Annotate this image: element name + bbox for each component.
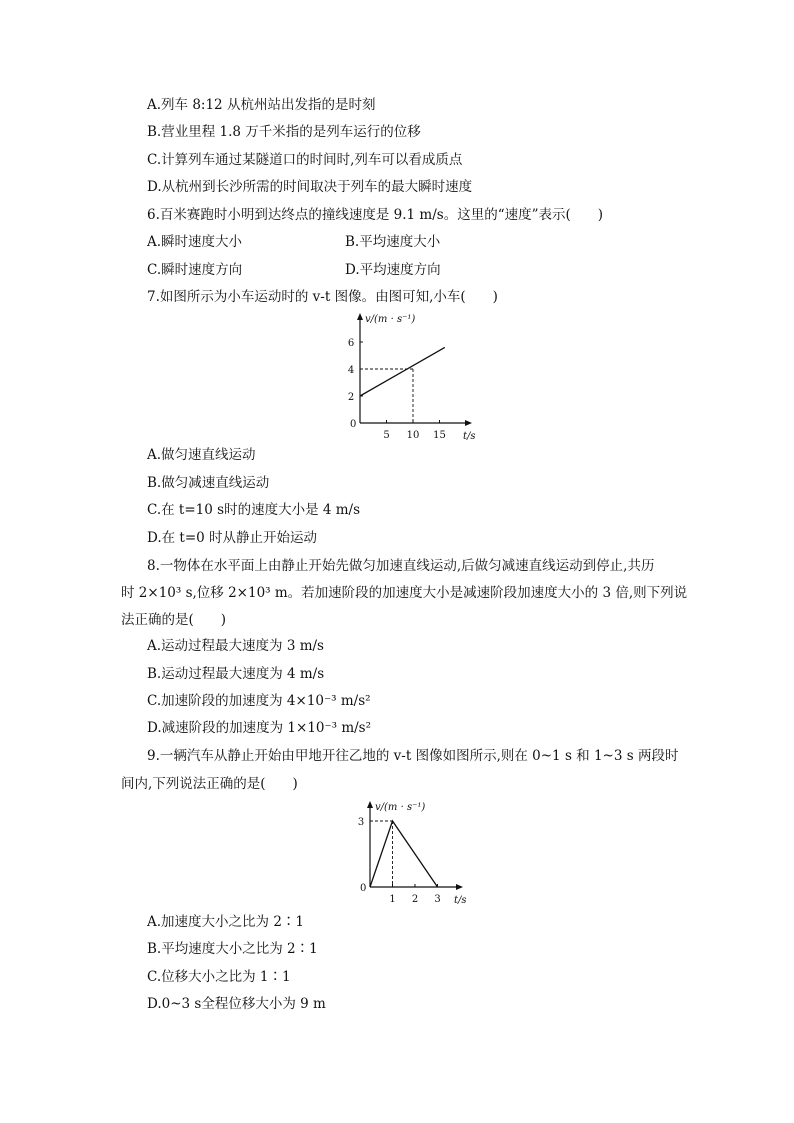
q6-stem: 6.百米赛跑时小明到达终点的撞线速度是 9.1 m/s。这里的“速度”表示( ) [147, 207, 604, 223]
y-axis-label: v/(m · s⁻¹) [365, 314, 416, 325]
q9-stem-line-1: 9.一辆汽车从静止开始由甲地开往乙地的 v-t 图像如图所示,则在 0~1 s 和 1~3 s 两段时 [147, 748, 679, 764]
y-tick-label: 6 [347, 338, 355, 349]
q9-option-c: C.位移大小之比为 1∶1 [147, 969, 291, 985]
q5-option-c: C.计算列车通过某隧道口的时间时,列车可以看成质点 [147, 152, 463, 168]
x-axis-label: t/s [454, 895, 467, 906]
x-tick-label: 3 [434, 894, 441, 905]
q9-stem-line-2: 间内,下列说法正确的是( ) [121, 776, 298, 792]
q8-option-c: C.加速阶段的加速度为 4×10⁻³ m/s² [147, 693, 371, 709]
q7-option-c: C.在 t=10 s时的速度大小是 4 m/s [147, 502, 361, 518]
q8-stem-line-2: 时 2×10³ s,位移 2×10³ m。若加速阶段的加速度大小是减速阶段加速度大小的 3 倍,则下列说 [121, 585, 688, 601]
q6-option-d: D.平均速度方向 [345, 262, 441, 278]
q7-vt-chart [335, 308, 485, 440]
series-line [370, 821, 438, 887]
q8-option-d: D.减速阶段的加速度为 1×10⁻³ m/s² [147, 720, 372, 736]
q9-vt-chart [350, 794, 475, 908]
q8-option-b: B.运动过程最大速度为 4 m/s [147, 666, 325, 682]
q5-option-b: B.营业里程 1.8 万千米指的是列车运行的位移 [147, 124, 421, 140]
x-tick-label: 10 [406, 430, 420, 440]
q7-option-d: D.在 t=0 时从静止开始运动 [147, 530, 318, 546]
y-axis-arrow [367, 801, 373, 808]
origin-label: 0 [350, 419, 357, 430]
x-axis-arrow [456, 884, 463, 890]
y-axis-label: v/(m · s⁻¹) [375, 802, 426, 813]
q7-option-a: A.做匀速直线运动 [147, 447, 256, 463]
x-axis-label: t/s [463, 431, 476, 440]
x-tick-label: 5 [383, 430, 390, 440]
x-tick-label: 15 [433, 430, 446, 440]
q6-option-a: A.瞬时速度大小 [147, 234, 243, 250]
q8-stem-line-3: 法正确的是( ) [121, 612, 227, 628]
series-line [360, 347, 445, 396]
y-axis-arrow [357, 313, 363, 320]
q9-option-a: A.加速度大小之比为 2∶1 [147, 914, 305, 930]
q5-option-a: A.列车 8:12 从杭州站出发指的是时刻 [147, 97, 376, 113]
q9-option-d: D.0~3 s全程位移大小为 9 m [147, 996, 326, 1012]
y-tick-label: 4 [347, 365, 355, 376]
y-tick-label: 3 [357, 817, 365, 828]
q8-option-a: A.运动过程最大速度为 3 m/s [147, 638, 324, 654]
x-tick-label: 1 [389, 894, 396, 905]
q8-stem-line-1: 8.一物体在水平面上由静止开始先做匀加速直线运动,后做匀减速直线运动到停止,共历 [147, 558, 655, 574]
q7-stem: 7.如图所示为小车运动时的 v-t 图像。由图可知,小车( ) [147, 289, 498, 305]
q5-option-d: D.从杭州到长沙所需的时间取决于列车的最大瞬时速度 [147, 179, 473, 195]
q7-option-b: B.做匀减速直线运动 [147, 475, 270, 491]
x-tick-label: 2 [411, 894, 419, 905]
q6-option-c: C.瞬时速度方向 [147, 262, 243, 278]
origin-label: 0 [360, 883, 367, 894]
q6-option-b: B.平均速度大小 [345, 234, 441, 250]
q9-option-b: B.平均速度大小之比为 2∶1 [147, 941, 318, 957]
y-tick-label: 2 [347, 392, 355, 403]
x-axis-arrow [465, 420, 472, 426]
